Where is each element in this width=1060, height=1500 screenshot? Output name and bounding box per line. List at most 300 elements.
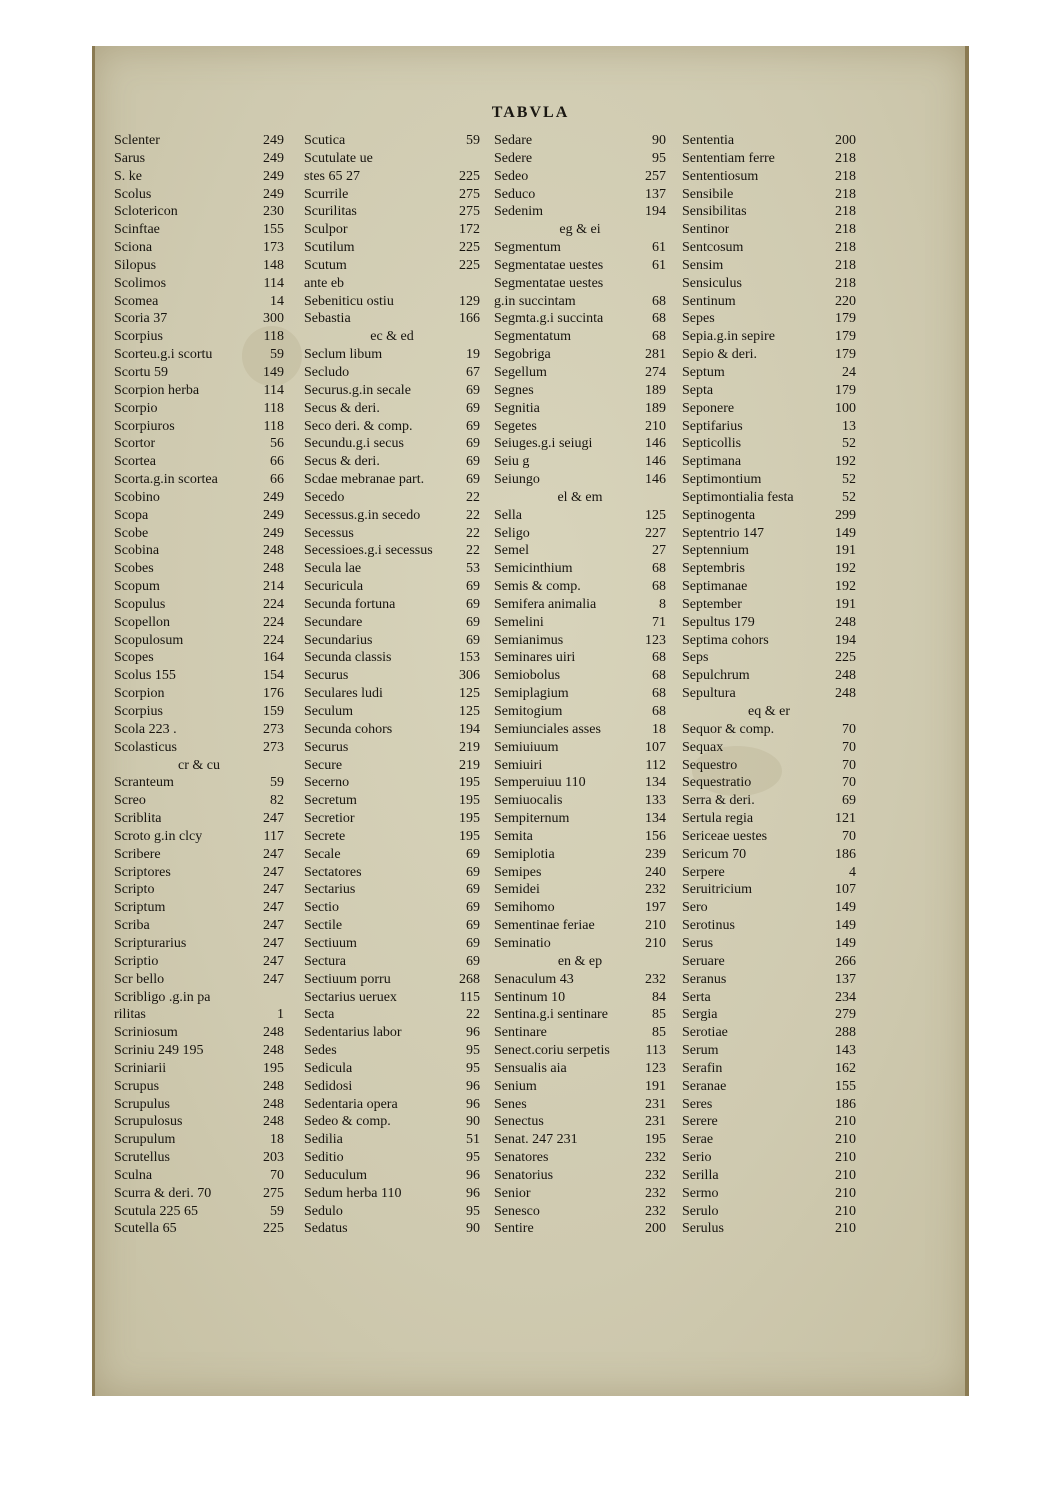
entry-term: Scribere	[114, 846, 161, 862]
index-entry	[114, 1220, 284, 1238]
entry-term: Secundarius	[304, 632, 373, 648]
index-entry	[304, 221, 480, 239]
entry-page-number: 155	[263, 222, 284, 238]
entry-term: Semiplagium	[494, 686, 569, 702]
entry-page-number: 69	[466, 614, 480, 630]
index-entry	[304, 310, 480, 328]
entry-page-number: 281	[645, 347, 666, 363]
entry-page-number: 100	[835, 400, 856, 416]
entry-page-number: 149	[835, 918, 856, 934]
entry-term: Secludo	[304, 364, 350, 380]
entry-page-number: 224	[263, 596, 284, 612]
entry-term: Sculna	[114, 1167, 153, 1183]
entry-page-number: 203	[263, 1150, 284, 1166]
entry-term: Septimana	[682, 454, 742, 470]
entry-page-number: 218	[835, 222, 856, 238]
entry-term: Serta	[682, 989, 711, 1005]
entry-term: Segmentatum	[494, 329, 571, 345]
entry-page-number: 249	[263, 489, 284, 505]
index-entry	[494, 1078, 666, 1096]
index-entry	[304, 578, 480, 596]
entry-page-number: 69	[466, 953, 480, 969]
entry-page-number: 69	[466, 472, 480, 488]
index-entry	[682, 881, 856, 899]
entry-term: Sensualis aia	[494, 1060, 567, 1076]
entry-page-number: 56	[270, 436, 284, 452]
entry-term: Secessioes.g.i secessus	[304, 543, 433, 559]
entry-term: Scutula 225 65	[114, 1203, 198, 1219]
entry-term: Secretum	[304, 793, 357, 809]
index-entry	[304, 275, 480, 293]
page-title: TABVLA	[491, 104, 570, 121]
entry-page-number: 231	[645, 1114, 666, 1130]
index-entry	[682, 685, 856, 703]
index-entry	[114, 1167, 284, 1185]
entry-term: Securus.g.in secale	[304, 382, 411, 398]
entry-term: Scorpion	[114, 686, 165, 702]
index-entry	[304, 1078, 480, 1096]
entry-term: Scrupus	[114, 1078, 160, 1094]
index-entry	[494, 525, 666, 543]
entry-term: Segmta.g.i succinta	[494, 311, 604, 327]
index-entry	[304, 757, 480, 775]
entry-term: Sentina.g.i sentinare	[494, 1007, 608, 1023]
index-entry	[304, 525, 480, 543]
index-entry	[682, 186, 856, 204]
entry-term: Sectiuum porru	[304, 971, 391, 987]
index-entry	[494, 1167, 666, 1185]
entry-page-number: 218	[835, 186, 856, 202]
entry-page-number: 249	[263, 507, 284, 523]
entry-term: Secunda classis	[304, 650, 392, 666]
entry-term: Semidei	[494, 882, 540, 898]
entry-term: Scrupulosus	[114, 1114, 183, 1130]
index-entry	[682, 471, 856, 489]
index-entry	[494, 435, 666, 453]
index-entry	[494, 186, 666, 204]
index-entry	[114, 1149, 284, 1167]
entry-page-number: 69	[466, 382, 480, 398]
index-entry	[682, 221, 856, 239]
entry-term: Secta	[304, 1007, 335, 1023]
entry-term: Serere	[682, 1114, 718, 1130]
entry-term: Sentinum 10	[494, 989, 566, 1005]
index-entry	[114, 685, 284, 703]
index-entry	[114, 774, 284, 792]
entry-page-number: 69	[466, 918, 480, 934]
entry-page-number: 156	[645, 828, 666, 844]
index-column-2	[304, 132, 480, 1238]
index-entry	[682, 1006, 856, 1024]
entry-term: Sepes	[682, 311, 715, 327]
entry-term: Segobriga	[494, 347, 551, 363]
index-entry	[304, 1149, 480, 1167]
entry-page-number: 210	[645, 918, 666, 934]
entry-term: Scorpius	[114, 329, 163, 345]
entry-term: Scobes	[114, 561, 154, 577]
entry-term: Scripturarius	[114, 935, 187, 951]
entry-page-number: 219	[459, 739, 480, 755]
entry-page-number: 95	[466, 1060, 480, 1076]
entry-page-number: 159	[263, 704, 284, 719]
entry-page-number: 66	[270, 454, 284, 470]
entry-term: Septima cohors	[682, 632, 769, 648]
entry-page-number: 22	[466, 543, 480, 559]
entry-term: Silopus	[114, 257, 157, 273]
entry-term: Senaculum 43	[494, 971, 574, 987]
entry-term: Semihomo	[494, 900, 555, 916]
entry-term: ante eb	[304, 275, 345, 291]
entry-term: Sericeae uestes	[682, 828, 768, 844]
entry-term: Scrutellus	[114, 1150, 170, 1166]
index-entry	[494, 346, 666, 364]
entry-page-number: 114	[263, 382, 284, 398]
entry-term: Segmentum	[494, 240, 561, 256]
entry-page-number: 225	[835, 650, 856, 666]
entry-term: Scorpio	[114, 400, 158, 416]
entry-term: Seruare	[682, 953, 725, 969]
entry-page-number: 4	[849, 864, 856, 880]
entry-term: Scriniarii	[114, 1060, 167, 1076]
entry-page-number: 191	[645, 1078, 666, 1094]
entry-term: Septicollis	[682, 436, 742, 452]
index-entry	[114, 614, 284, 632]
entry-term: Secessus	[304, 525, 354, 541]
entry-page-number: 134	[645, 811, 666, 827]
entry-term: Scobina	[114, 543, 160, 559]
index-entry	[682, 632, 856, 650]
index-entry	[114, 435, 284, 453]
entry-term: Sectiuum	[304, 935, 357, 951]
entry-term: Semis & comp.	[494, 579, 581, 595]
index-entry	[304, 382, 480, 400]
entry-page-number: 210	[645, 935, 666, 951]
entry-term: eg & ei	[559, 222, 601, 238]
entry-page-number: 90	[466, 1114, 480, 1130]
entry-term: Sepio & deri.	[682, 347, 758, 363]
entry-page-number: 70	[270, 1167, 284, 1183]
entry-term: el & em	[557, 489, 603, 505]
entry-page-number: 118	[263, 400, 284, 416]
index-entry	[682, 328, 856, 346]
entry-page-number: 96	[466, 1167, 480, 1183]
index-entry	[682, 560, 856, 578]
index-entry	[304, 1167, 480, 1185]
entry-term: Scrupulus	[114, 1096, 170, 1112]
entry-term: Serae	[682, 1132, 714, 1148]
entry-term: Scopulosum	[114, 632, 184, 648]
index-entry	[304, 435, 480, 453]
index-entry	[304, 721, 480, 739]
entry-page-number: 134	[645, 775, 666, 791]
index-entry	[494, 1006, 666, 1024]
entry-page-number: 248	[835, 668, 856, 684]
index-entry	[682, 810, 856, 828]
index-entry	[682, 310, 856, 328]
index-entry	[114, 239, 284, 257]
index-entry	[114, 703, 284, 721]
entry-term: Serilla	[682, 1167, 719, 1183]
index-entry	[494, 953, 666, 971]
index-entry	[304, 203, 480, 221]
entry-term: Securicula	[304, 579, 364, 595]
index-entry	[682, 721, 856, 739]
entry-term: eq & er	[748, 704, 790, 719]
entry-page-number: 69	[466, 418, 480, 434]
entry-page-number: 146	[645, 454, 666, 470]
entry-term: Seminares uiri	[494, 650, 576, 666]
entry-term: Senior	[494, 1185, 531, 1201]
entry-page-number: 85	[652, 1025, 666, 1041]
index-entry	[114, 721, 284, 739]
entry-page-number: 59	[270, 1203, 284, 1219]
index-entry	[114, 792, 284, 810]
index-entry	[114, 935, 284, 953]
entry-page-number	[450, 275, 480, 293]
entry-page-number: 224	[263, 614, 284, 630]
entry-page-number: 179	[835, 382, 856, 398]
entry-term: Senat. 247 231	[494, 1132, 578, 1148]
entry-term: Sequax	[682, 739, 724, 755]
entry-term: Seiungo	[494, 472, 540, 488]
index-entry	[114, 1131, 284, 1149]
entry-term: Securus	[304, 668, 349, 684]
entry-page-number: 195	[459, 793, 480, 809]
entry-term: Sensibilitas	[682, 204, 747, 220]
index-entry	[114, 649, 284, 667]
index-entry	[114, 596, 284, 614]
index-entry	[114, 489, 284, 507]
entry-term: Sequestratio	[682, 775, 752, 791]
entry-page-number: 70	[842, 757, 856, 773]
entry-term: Septentrio 147	[682, 525, 765, 541]
index-entry	[114, 1096, 284, 1114]
entry-page-number: 247	[263, 882, 284, 898]
entry-page-number: 123	[645, 632, 666, 648]
entry-term: Sciona	[114, 240, 153, 256]
index-entry	[682, 1096, 856, 1114]
index-entry	[494, 685, 666, 703]
entry-page-number: 69	[466, 596, 480, 612]
index-entry	[494, 899, 666, 917]
index-entry	[494, 971, 666, 989]
entry-page-number: 84	[652, 989, 666, 1005]
index-entry	[494, 310, 666, 328]
index-entry	[114, 132, 284, 150]
index-entry	[304, 596, 480, 614]
entry-term: Sedidosi	[304, 1078, 353, 1094]
entry-page-number: 218	[835, 204, 856, 220]
entry-term: Scriba	[114, 918, 150, 934]
entry-term: Securus	[304, 739, 349, 755]
entry-term: Screo	[114, 793, 146, 809]
entry-term: Sero	[682, 900, 708, 916]
index-entry	[304, 400, 480, 418]
entry-page-number: 137	[835, 971, 856, 987]
entry-page-number: 71	[652, 614, 666, 630]
entry-page-number: 218	[835, 240, 856, 256]
index-entry	[494, 846, 666, 864]
entry-term: Sedilia	[304, 1132, 343, 1148]
entry-page-number: 218	[835, 257, 856, 273]
entry-page-number: 179	[835, 329, 856, 345]
entry-term: Secale	[304, 846, 341, 862]
entry-term: Sarus	[114, 150, 146, 166]
entry-page-number: 1	[277, 1007, 284, 1023]
entry-page-number: 68	[652, 579, 666, 595]
entry-page-number	[636, 275, 666, 293]
index-entry	[682, 1185, 856, 1203]
entry-page-number: 162	[835, 1060, 856, 1076]
entry-term: Scranteum	[114, 775, 174, 791]
entry-term: Scribligo .g.in pa	[114, 989, 211, 1005]
index-entry	[494, 935, 666, 953]
index-entry	[114, 1060, 284, 1078]
index-entry	[494, 1042, 666, 1060]
index-entry	[304, 881, 480, 899]
entry-term: Seiuges.g.i seiugi	[494, 436, 593, 452]
entry-page-number: 249	[263, 525, 284, 541]
entry-term: Scripto	[114, 882, 155, 898]
entry-page-number: 24	[842, 364, 856, 380]
entry-page-number: 247	[263, 918, 284, 934]
entry-term: Sculpor	[304, 222, 348, 238]
index-entry	[494, 1024, 666, 1042]
entry-page-number: 18	[270, 1132, 284, 1148]
index-entry	[494, 810, 666, 828]
index-entry	[494, 757, 666, 775]
entry-page-number: 149	[835, 935, 856, 951]
entry-term: Senect.coriu serpetis	[494, 1043, 610, 1059]
entry-page-number: 266	[835, 953, 856, 969]
entry-term: Sedentaria opera	[304, 1096, 398, 1112]
entry-page-number: 95	[466, 1043, 480, 1059]
entry-term: Seruitricium	[682, 882, 752, 898]
entry-page-number: 173	[263, 240, 284, 256]
entry-page-number: 210	[835, 1221, 856, 1237]
entry-page-number: 123	[645, 1060, 666, 1076]
index-entry	[494, 667, 666, 685]
index-entry	[494, 382, 666, 400]
index-entry	[494, 489, 666, 507]
entry-page-number: 96	[466, 1025, 480, 1041]
index-entry	[304, 667, 480, 685]
index-entry	[114, 328, 284, 346]
index-entry	[682, 418, 856, 436]
entry-term: Seduculum	[304, 1167, 367, 1183]
entry-term: Semita	[494, 828, 533, 844]
entry-page-number: 8	[659, 596, 666, 612]
index-entry	[114, 1113, 284, 1131]
entry-term: Seco deri. & comp.	[304, 418, 413, 434]
entry-page-number: 69	[466, 900, 480, 916]
index-entry	[304, 989, 480, 1007]
index-entry	[304, 685, 480, 703]
page-edge-right	[965, 46, 969, 1396]
entry-page-number: 192	[835, 561, 856, 577]
entry-term: Scutella 65	[114, 1221, 177, 1237]
entry-page-number: 247	[263, 846, 284, 862]
index-entry	[494, 150, 666, 168]
entry-term: Scutica	[304, 133, 346, 148]
entry-page-number: 146	[645, 436, 666, 452]
index-entry	[304, 953, 480, 971]
entry-page-number: 69	[466, 882, 480, 898]
index-entry	[682, 971, 856, 989]
index-entry	[114, 989, 284, 1007]
entry-term: Sedulo	[304, 1203, 343, 1219]
entry-term: Scroto g.in clcy	[114, 828, 203, 844]
entry-term: Sententia	[682, 133, 735, 148]
entry-term: Scriniu 249 195	[114, 1043, 204, 1059]
entry-term: Sedare	[494, 133, 533, 148]
entry-page-number: 247	[263, 900, 284, 916]
index-entry	[682, 846, 856, 864]
index-entry	[114, 275, 284, 293]
entry-page-number: 210	[835, 1114, 856, 1130]
index-entry	[494, 1185, 666, 1203]
index-entry	[114, 186, 284, 204]
index-entry	[494, 328, 666, 346]
entry-term: Secessus.g.in secedo	[304, 507, 421, 523]
entry-term: Sequor & comp.	[682, 721, 775, 737]
index-entry	[494, 864, 666, 882]
index-entry	[682, 1060, 856, 1078]
entry-term: en & ep	[557, 953, 603, 969]
index-entry	[304, 792, 480, 810]
entry-page-number: 247	[263, 864, 284, 880]
entry-page-number: 248	[263, 543, 284, 559]
entry-page-number: 133	[645, 793, 666, 809]
index-column-3	[494, 132, 666, 1238]
entry-page-number: 148	[263, 257, 284, 273]
index-entry	[682, 1024, 856, 1042]
entry-page-number: 68	[652, 704, 666, 719]
entry-page-number: 68	[652, 686, 666, 702]
index-entry	[114, 810, 284, 828]
entry-page-number: 59	[270, 775, 284, 791]
index-entry	[114, 739, 284, 757]
entry-term: Serus	[682, 935, 714, 951]
entry-term: Scriblita	[114, 811, 162, 827]
index-entry	[682, 989, 856, 1007]
index-entry	[494, 649, 666, 667]
entry-page-number: 274	[645, 364, 666, 380]
index-entry	[494, 739, 666, 757]
entry-page-number: 14	[270, 293, 284, 309]
entry-term: Sedeo & comp.	[304, 1114, 391, 1130]
entry-term: rilitas	[114, 1007, 146, 1023]
entry-page-number	[254, 989, 284, 1007]
entry-page-number: 230	[263, 204, 284, 220]
index-entry	[682, 774, 856, 792]
entry-page-number: 225	[459, 257, 480, 273]
entry-term: Scurra & deri. 70	[114, 1185, 212, 1201]
entry-term: Secedo	[304, 489, 345, 505]
index-entry	[494, 275, 666, 293]
index-entry	[682, 596, 856, 614]
entry-page-number: 82	[270, 793, 284, 809]
index-entry	[114, 310, 284, 328]
entry-page-number: 232	[645, 971, 666, 987]
entry-term: Secula lae	[304, 561, 362, 577]
entry-term: Seculares ludi	[304, 686, 383, 702]
entry-term: Sequestro	[682, 757, 738, 773]
index-entry	[494, 989, 666, 1007]
index-entry	[682, 792, 856, 810]
index-entry	[114, 632, 284, 650]
entry-page-number: 149	[263, 364, 284, 380]
